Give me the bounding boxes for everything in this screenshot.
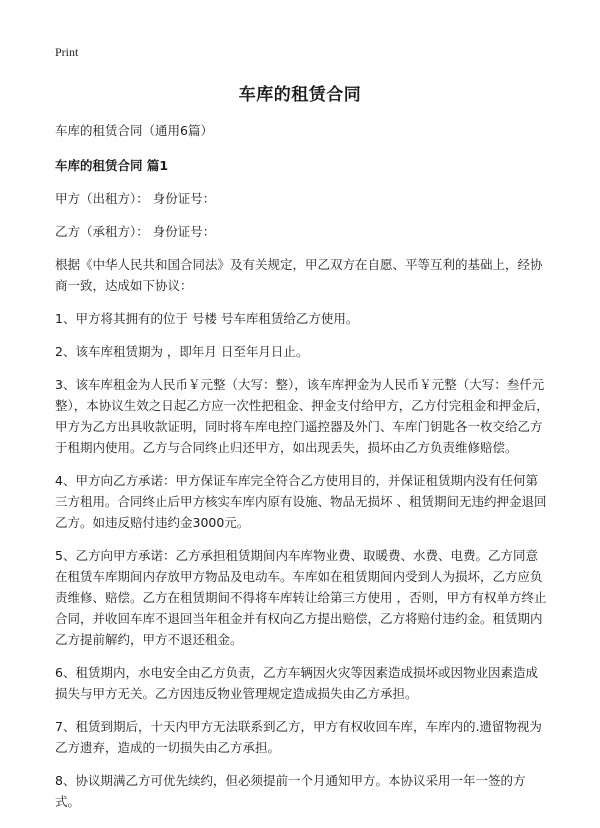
document-subtitle: 车库的租赁合同（通用6篇） xyxy=(55,123,213,138)
intro-paragraph: 根据《中华人民共和国合同法》及有关规定，甲乙双方在自愿、平等互利的基础上，经协商一致，达成如下协议： xyxy=(55,257,543,293)
clause-5: 5、乙方向甲方承诺：乙方承担租赁期间内车库物业费、取暖费、水费、电费。乙方同意在租赁车库期间内存放甲方物品及电动车。车库如在租赁期间内受到人为损坏，乙方应负责维修、赔偿。乙方在租赁期间不得将车库转让给第三方使用 ，否则，甲方有权单方终止合同，并收回车库不退回当年租金并有权向乙方提出赔偿，乙方将赔付违约金。租赁期内乙方提前解约，甲方不退还租金。 xyxy=(55,548,547,647)
clause-6: 6、租赁期内，水电安全由乙方负责，乙方车辆因火灾等因素造成损坏或因物业因素造成损失与甲方无关。乙方因违反物业管理规定造成损失由乙方承担。 xyxy=(55,665,538,701)
page-title: 车库的租赁合同 xyxy=(238,85,362,105)
party-a-line: 甲方（出租方）： 身份证号： xyxy=(55,191,216,206)
print-link[interactable]: Print xyxy=(55,45,79,59)
clause-3: 3、该车库租金为人民币￥元整（大写：整），该车库押金为人民币￥元整（大写：叁仟元整），本协议生效之日起乙方应一次性把租金、押金支付给甲方，乙方付完租金和押金后，甲方为乙方出具收款证明，同时将车库电控门遥控器及外门、车库门钥匙各一枚交给乙方于租期内使用。乙方与合同终止归还甲方，如出现丢失，损坏由乙方负责维修赔偿。 xyxy=(55,377,549,455)
clause-4: 4、甲方向乙方承诺：甲方保证车库完全符合乙方使用目的，并保证租赁期内没有任何第三方租用。合同终止后甲方核实车库内原有设施、物品无损坏 、租赁期间无违约押金退回乙方。如违反赔付违约金3000元。 xyxy=(55,473,547,530)
section-heading: 车库的租赁合同 篇1 xyxy=(55,158,169,173)
clause-1: 1、甲方将其拥有的位于 号楼 号车库租赁给乙方使用。 xyxy=(55,311,359,326)
clause-8: 8、协议期满乙方可优先续约，但必须提前一个月通知甲方。本协议采用一年一签的方式。 xyxy=(55,773,526,809)
document-body xyxy=(55,120,550,824)
clause-2: 2、该车库租赁期为 ，即年月 日至年月日止。 xyxy=(55,344,309,359)
clause-7: 7、租赁到期后，十天内甲方无法联系到乙方，甲方有权收回车库，车库内的.遗留物视为乙方遗弃，造成的一切损失由乙方承担。 xyxy=(55,719,542,755)
party-b-line: 乙方（承租方）： 身份证号： xyxy=(55,224,216,239)
